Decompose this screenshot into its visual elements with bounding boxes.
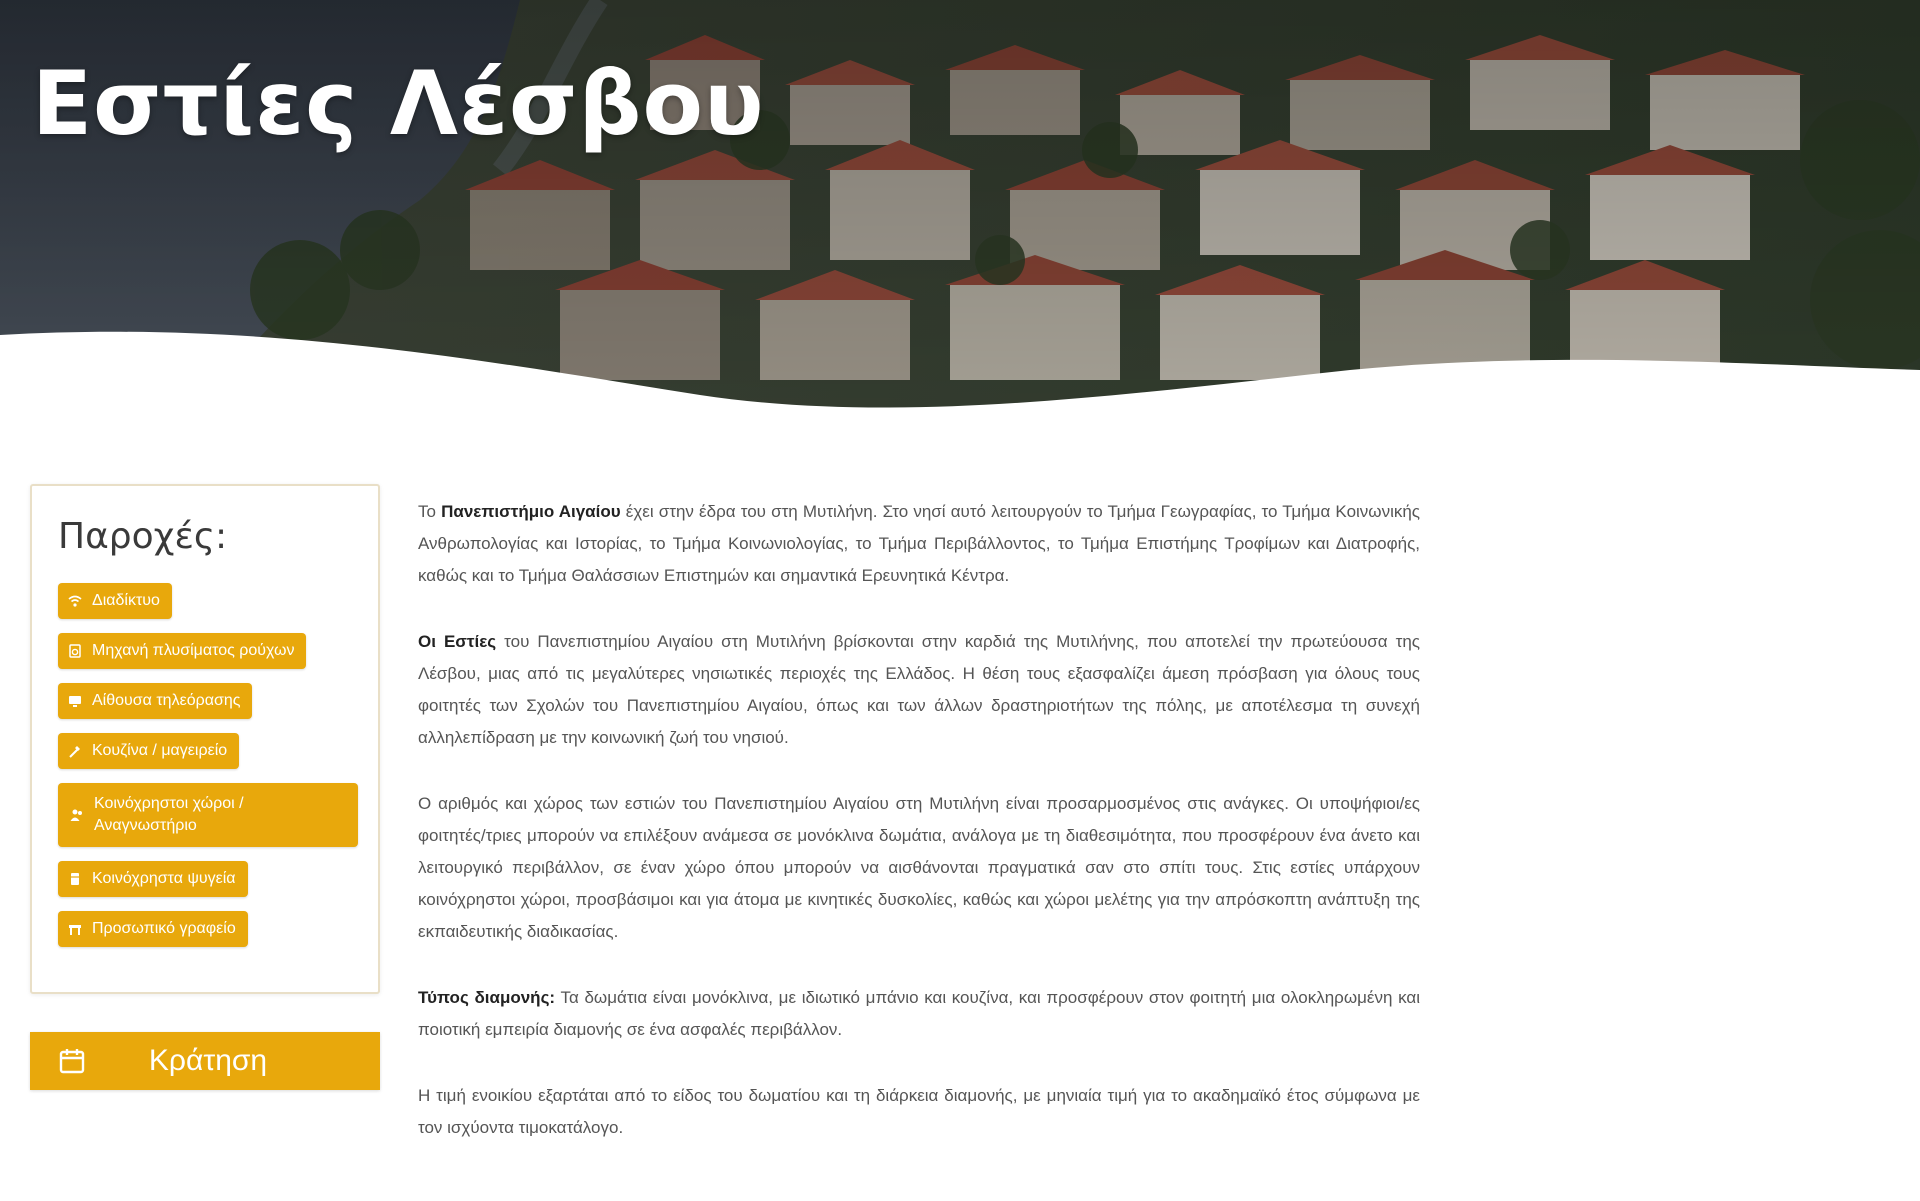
booking-button-label: Κράτηση xyxy=(148,1044,268,1077)
services-panel xyxy=(30,484,380,994)
service-label: Διαδίκτυο xyxy=(92,592,160,609)
washing-machine-icon xyxy=(68,644,82,658)
paragraph-text: έχει στην έδρα του στη Μυτιλήνη. Στο νησί αυτό λειτουργούν το Τμήμα Γεωγραφίας, το Τμήμα Κοινωνικής Ανθρωπολογίας και Ιστορίας, το Τμήμα Κοινωνιολογίας, το Τμήμα Περιβάλλοντος, το Τμήμα Επιστήμης Τροφίμων και Διατροφής, καθώς και το Τμήμα Θαλάσσιων Επιστημών και σημαντικά Ερευνητικά Κέντρα. xyxy=(418,502,1420,585)
paragraph-residences xyxy=(418,626,1420,754)
list-item xyxy=(58,911,352,961)
list-item xyxy=(58,683,352,733)
users-icon xyxy=(70,808,84,822)
service-label: Κοινόχρηστα ψυγεία xyxy=(92,870,236,887)
service-badge-washing-machine xyxy=(58,633,306,669)
hero-banner xyxy=(0,0,1920,430)
calendar-icon xyxy=(58,1047,86,1075)
services-title: Παροχές: xyxy=(58,516,228,557)
tv-icon xyxy=(68,694,82,708)
list-item xyxy=(58,633,352,683)
service-badge-tv-room xyxy=(58,683,252,719)
list-item xyxy=(58,583,352,633)
service-badge-desk xyxy=(58,911,248,947)
paragraph-text: του Πανεπιστημίου Αιγαίου στη Μυτιλήνη βρίσκονται στην καρδιά της Μυτιλήνης, που αποτελεί την πρωτεύουσα της Λέσβου, μιας από τις μεγαλύτερες νησιωτικές περιοχές της Ελλάδος. Η θέση τους εξασφαλίζει άμεση πρόσβαση για όλους τους φοιτητές των Σχολών του Πανεπιστημίου Αιγαίου, όπως και των άλλων δραστηριοτήτων της πόλης, με αποτέλεσμα τη συνεχή αλληλεπίδραση με την κοινωνική ζωή του νησιού. xyxy=(418,632,1420,747)
service-label: Κοινόχρηστοι χώροι / Αναγνωστήριο xyxy=(94,795,244,834)
list-item xyxy=(58,733,352,783)
service-badge-internet xyxy=(58,583,172,619)
fridge-icon xyxy=(68,872,82,886)
main-content xyxy=(418,496,1420,1178)
paragraph-text: Τα δωμάτια είναι μονόκλινα, με ιδιωτικό μπάνιο και κουζίνα, και προσφέρουν στον φοιτητή μια ολοκληρωμένη και ποιοτική εμπειρία διαμονής σε ένα ασφαλές περιβάλλον. xyxy=(418,988,1420,1039)
paragraph-bold: Οι Εστίες xyxy=(418,632,497,651)
hero-wave-divider xyxy=(0,0,1920,430)
paragraph-bold: Τύπος διαμονής: xyxy=(418,988,556,1007)
paragraph-rooms xyxy=(418,788,1420,948)
paragraph-accommodation-type xyxy=(418,982,1420,1046)
services-list xyxy=(58,583,352,961)
paragraph-text: Η τιμή ενοικίου εξαρτάται από το είδος του δωματίου και τη διάρκεια διαμονής, με μηνιαία τιμή για το ακαδημαϊκό έτος σύμφωνα με τον ισχύοντα τιμοκατάλογο. xyxy=(418,1086,1420,1137)
paragraph-text: Ο αριθμός και χώρος των εστιών του Πανεπιστημίου Αιγαίου στη Μυτιλήνη είναι προσαρμοσμένος στις ανάγκες. Οι υποψήφιοι/ες φοιτητές/τριες μπορούν να επιλέξουν ανάμεσα σε μονόκλινα δωμάτια, ανάλογα με τη διαθεσιμότητα, που προσφέρουν ένα άνετο και λειτουργικό περιβάλλον, σε έναν χώρο όπου μπορούν να αισθάνονται πραγματικά σαν στο σπίτι τους. Στις εστίες υπάρχουν κοινόχρηστοι χώροι, προσβάσιμοι και για άτομα με κινητικές δυσκολίες, καθώς και χώροι μελέτης για την απρόσκοπτη ανάπτυξη της εκπαιδευτικής διαδικασίας. xyxy=(418,794,1420,941)
service-label: Αίθουσα τηλεόρασης xyxy=(92,692,241,709)
service-label: Προσωπικό γραφείο xyxy=(92,920,236,937)
paragraph-university xyxy=(418,496,1420,592)
service-badge-common-areas xyxy=(58,783,358,847)
booking-button[interactable] xyxy=(30,1032,380,1090)
utensils-icon xyxy=(68,744,82,758)
paragraph-price xyxy=(418,1080,1420,1144)
service-badge-kitchen xyxy=(58,733,239,769)
list-item xyxy=(58,783,352,861)
desk-icon xyxy=(68,922,82,936)
service-label: Κουζίνα / μαγειρείο xyxy=(92,742,228,759)
page-title: Εστίες Λέσβου xyxy=(32,52,765,155)
paragraph-text: Το xyxy=(418,502,436,521)
service-label: Μηχανή πλυσίματος ρούχων xyxy=(92,642,295,659)
wifi-icon xyxy=(68,594,82,608)
paragraph-bold: Πανεπιστήμιο Αιγαίου xyxy=(441,502,621,521)
list-item xyxy=(58,861,352,911)
service-badge-fridges xyxy=(58,861,248,897)
